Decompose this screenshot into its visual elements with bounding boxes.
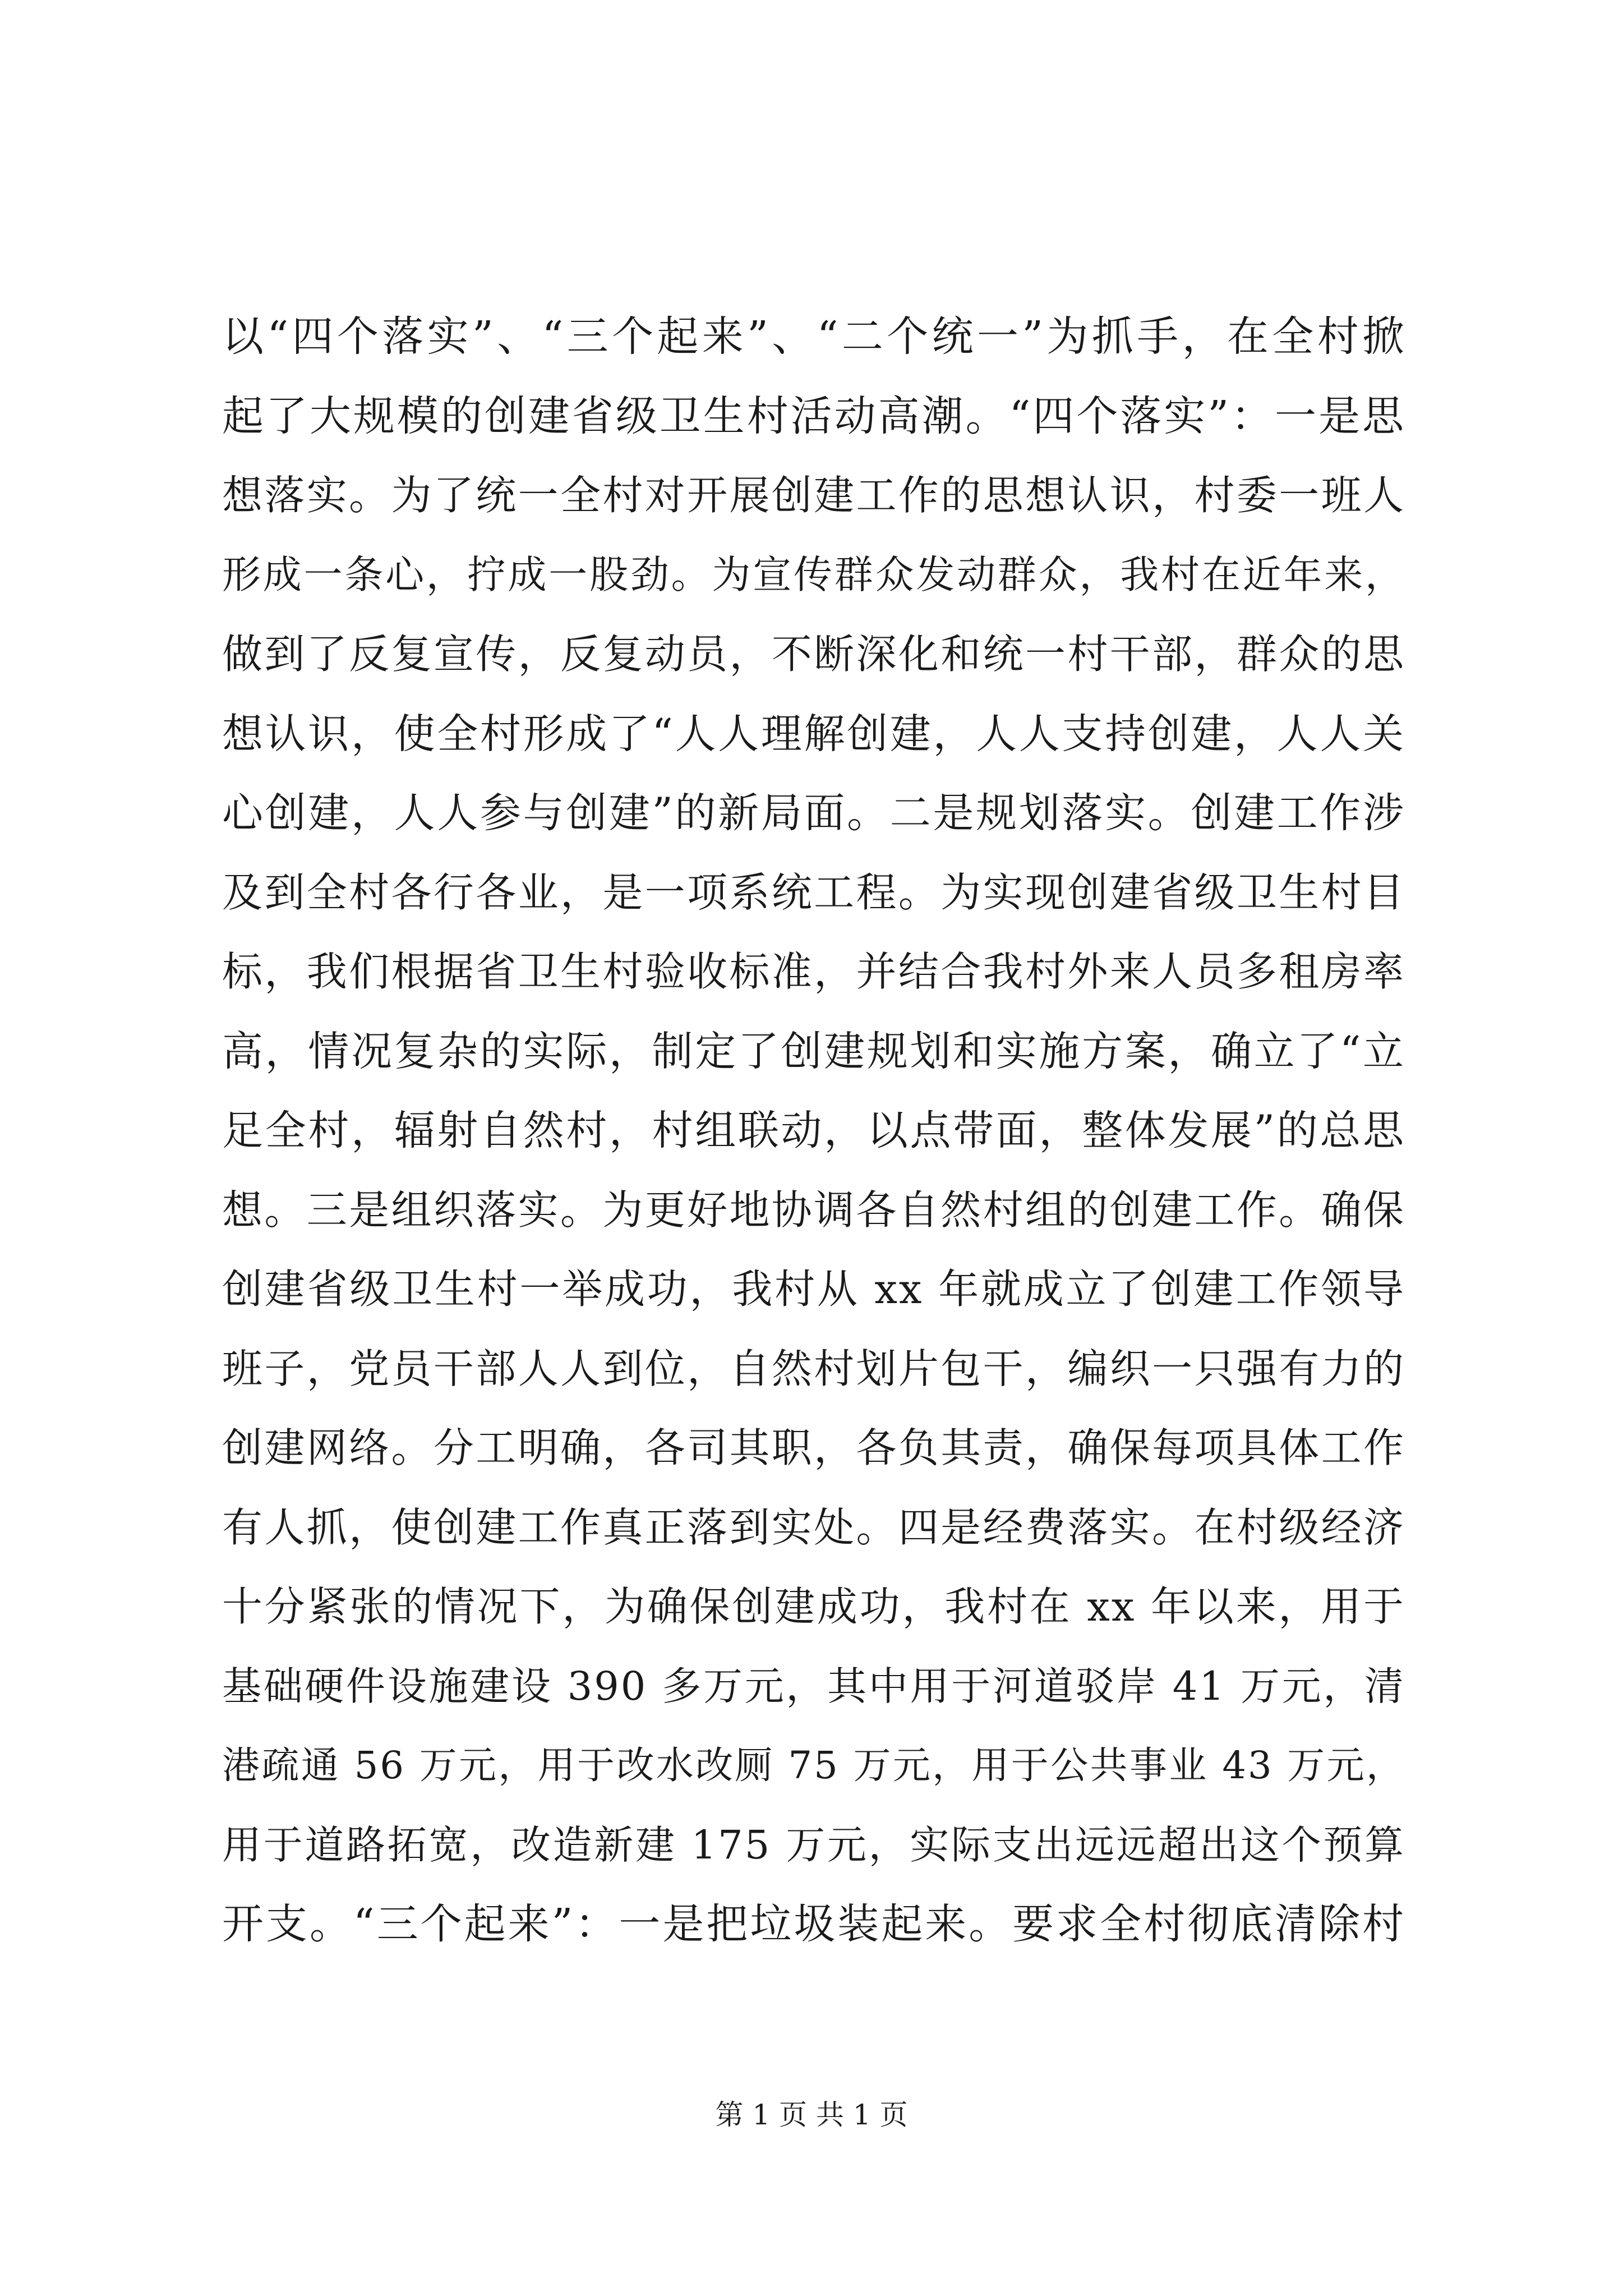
text-line: 及到全村各行各业，是一项系统工程。为实现创建省级卫生村目 — [222, 868, 1405, 916]
text-line: 港疏通 56 万元，用于改水改厕 75 万元，用于公共事业 43 万元， — [222, 1743, 1405, 1787]
text-line: 有人抓，使创建工作真正落到实处。四是经费落实。在村级经济 — [222, 1503, 1405, 1551]
text-line: 标，我们根据省卫生村验收标准，并结合我村外来人员多租房率 — [222, 948, 1405, 995]
text-line: 创建网络。分工明确，各司其职，各负其责，确保每项具体工作 — [222, 1424, 1405, 1471]
text-line: 高，情况复杂的实际，制定了创建规划和实施方案，确立了“立 — [222, 1027, 1405, 1075]
text-line: 想。三是组织落实。为更好地协调各自然村组的创建工作。确保 — [222, 1186, 1405, 1234]
page-footer: 第 1 页 共 1 页 — [715, 2099, 908, 2131]
text-line: 用于道路拓宽，改造新建 175 万元，实际支出远远超出这个预算 — [222, 1821, 1405, 1868]
text-line: 起了大规模的创建省级卫生村活动高潮。“四个落实”：一是思 — [222, 392, 1405, 440]
text-line: 想认识，使全村形成了“人人理解创建，人人支持创建，人人关 — [222, 710, 1405, 758]
text-line: 开支。“三个起来”：一是把垃圾装起来。要求全村彻底清除村 — [222, 1900, 1405, 1948]
text-line: 做到了反复宣传，反复动员，不断深化和统一村干部，群众的思 — [222, 631, 1405, 678]
text-line: 足全村，辐射自然村，村组联动，以点带面，整体发展”的总思 — [222, 1107, 1405, 1154]
text-line: 心创建，人人参与创建”的新局面。二是规划落实。创建工作涉 — [222, 789, 1405, 837]
text-line: 形成一条心，拧成一股劲。为宣传群众发动群众，我村在近年来， — [222, 552, 1405, 597]
text-line: 班子，党员干部人人到位，自然村划片包干，编织一只强有力的 — [222, 1345, 1405, 1392]
text-line: 创建省级卫生村一举成功，我村从 xx 年就成立了创建工作领导 — [222, 1266, 1405, 1313]
body-text — [222, 297, 1405, 1964]
text-line: 十分紧张的情况下，为确保创建成功，我村在 xx 年以来，用于 — [222, 1583, 1405, 1630]
text-line: 想落实。为了统一全村对开展创建工作的思想认识，村委一班人 — [222, 472, 1405, 519]
text-line: 基础硬件设施建设 390 多万元，其中用于河道驳岸 41 万元，清 — [222, 1663, 1405, 1709]
text-line: 以“四个落实”、“三个起来”、“二个统一”为抓手，在全村掀 — [222, 312, 1405, 361]
